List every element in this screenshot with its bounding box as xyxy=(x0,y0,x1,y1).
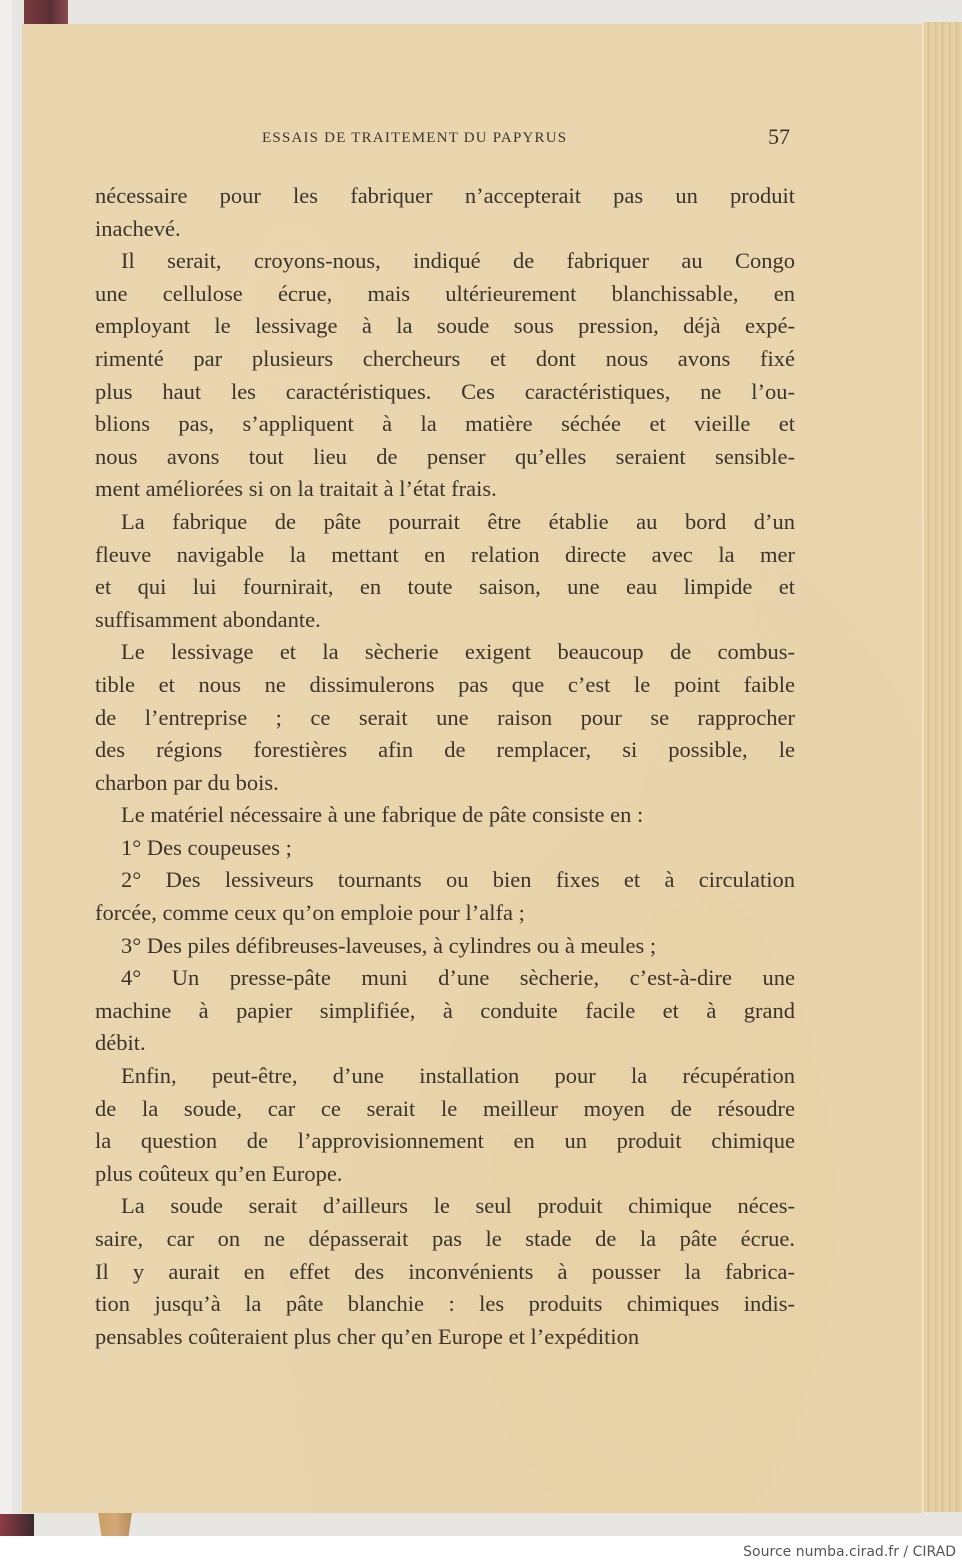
text-line: nous avons tout lieu de penser qu’elles seraient sensible- xyxy=(95,443,795,469)
text-line: ment améliorées si on la traitait à l’état frais. xyxy=(95,476,497,502)
text-line: de la soude, car ce serait le meilleur moyen de résoudre xyxy=(95,1095,795,1121)
text-line: fleuve navigable la mettant en relation directe avec la mer xyxy=(95,541,795,567)
text-line: inachevé. xyxy=(95,215,181,241)
text-line: saire, car on ne dépasserait pas le stade de la pâte écrue. xyxy=(95,1226,795,1251)
text-line: de l’entreprise ; ce serait une raison pour se rapprocher xyxy=(95,704,795,730)
text-line: Il serait, croyons-nous, indiqué de fabriquer au Congo xyxy=(121,248,795,274)
page-number: 57 xyxy=(768,124,790,149)
page-edges xyxy=(922,22,962,1512)
text-line: Il y aurait en effet des inconvénients à pousser la fabrica- xyxy=(95,1258,795,1284)
text-line: Enfin, peut-être, d’une installation pour la récupération xyxy=(121,1063,795,1089)
text-line: La fabrique de pâte pourrait être établie au bord d’un xyxy=(121,508,795,534)
body-text xyxy=(95,180,795,1353)
text-line: forcée, comme ceux qu’on emploie pour l’alfa ; xyxy=(95,900,525,926)
paragraph xyxy=(95,864,795,929)
paragraph xyxy=(95,1060,795,1190)
paragraph xyxy=(95,636,795,799)
text-line: charbon par du bois. xyxy=(95,769,279,795)
text-line: plus haut les caractéristiques. Ces caractéristiques, ne l’ou- xyxy=(95,378,795,404)
paragraph xyxy=(95,506,795,636)
text-line: pensables coûteraient plus cher qu’en Europe et l’expédition xyxy=(95,1323,640,1349)
text-line: et qui lui fournirait, en toute saison, une eau limpide et xyxy=(95,574,795,600)
text-line: 4° Un presse-pâte muni d’une sècherie, c’est-à-dire une xyxy=(121,965,795,991)
text-line: blions pas, s’appliquent à la matière séchée et vieille et xyxy=(95,411,795,437)
paragraph xyxy=(95,962,795,1060)
text-line: Le matériel nécessaire à une fabrique de pâte consiste en : xyxy=(121,802,644,828)
paragraph xyxy=(95,930,795,963)
text-line: la question de l’approvisionnement en un produit chimique xyxy=(95,1128,795,1154)
book-cover-corner-bottom xyxy=(0,1514,34,1536)
paragraph xyxy=(95,832,795,865)
paragraph xyxy=(95,799,795,832)
text-line: tible et nous ne dissimulerons pas que c’est le point faible xyxy=(95,671,795,697)
paragraph xyxy=(95,1190,795,1353)
paragraph xyxy=(95,180,795,245)
bookmark-ribbon xyxy=(98,1512,132,1536)
scanner-edge xyxy=(0,0,12,1536)
text-line: employant le lessivage à la soude sous pression, déjà expé- xyxy=(95,313,795,339)
text-line: La soude serait d’ailleurs le seul produit chimique néces- xyxy=(121,1193,795,1219)
text-line: 2° Des lessiveurs tournants ou bien fixes et à circulation xyxy=(121,867,795,893)
book-cover-corner xyxy=(24,0,68,26)
text-line: tion jusqu’à la pâte blanchie : les produits chimiques indis- xyxy=(95,1291,795,1317)
text-line: 1° Des coupeuses ; xyxy=(121,834,292,860)
source-credit: Source numba.cirad.fr / CIRAD xyxy=(743,1544,956,1560)
paragraph xyxy=(95,245,795,506)
text-line: débit. xyxy=(95,1030,146,1056)
text-line: Le lessivage et la sècherie exigent beaucoup de combus- xyxy=(121,639,795,665)
text-line: des régions forestières afin de remplacer, si possible, le xyxy=(95,737,795,763)
text-line: rimenté par plusieurs chercheurs et dont nous avons fixé xyxy=(95,345,795,371)
text-line: une cellulose écrue, mais ultérieurement blanchissable, en xyxy=(95,280,795,306)
running-head: ESSAIS DE TRAITEMENT DU PAPYRUS xyxy=(262,130,568,146)
text-line: plus coûteux qu’en Europe. xyxy=(95,1160,343,1186)
text-line: nécessaire pour les fabriquer n’accepterait pas un produit xyxy=(95,183,795,208)
text-line: 3° Des piles défibreuses-laveuses, à cylindres ou à meules ; xyxy=(121,932,657,958)
text-line: machine à papier simplifiée, à conduite facile et à grand xyxy=(95,997,795,1023)
text-line: suffisamment abondante. xyxy=(95,606,321,632)
